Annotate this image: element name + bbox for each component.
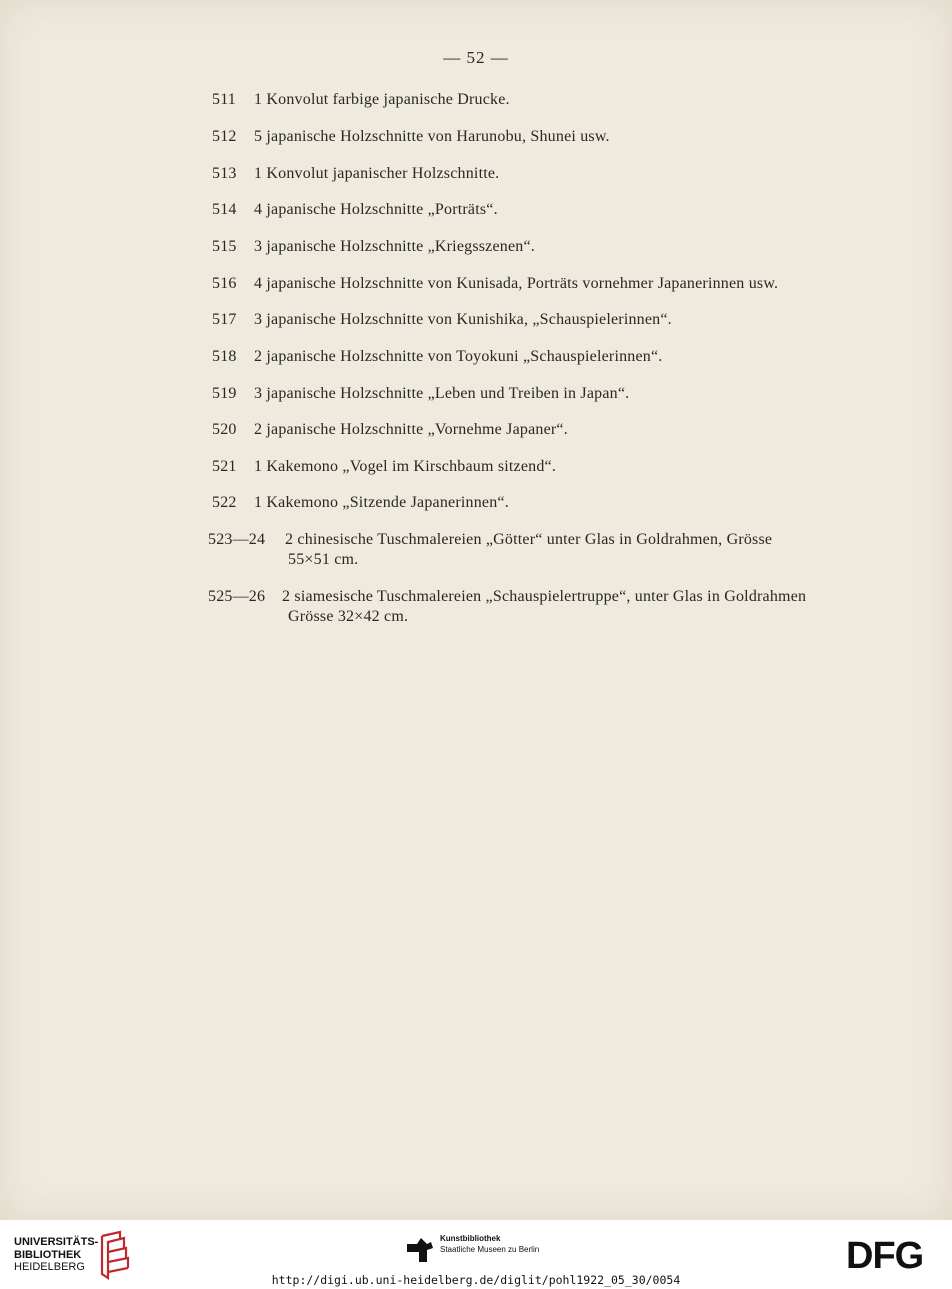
entry-number: 521 xyxy=(212,458,237,475)
kb-name-line2: Staatliche Museen zu Berlin xyxy=(440,1245,540,1254)
permalink-url[interactable]: http://digi.ub.uni-heidelberg.de/diglit/pohl1922_05_30/0054 xyxy=(271,1273,681,1287)
entry-number: 525—26 xyxy=(208,588,266,605)
entry-text: 4 japanische Holzschnitte von Kunisada, Porträts vornehmer Japanerinnen usw. xyxy=(254,275,779,292)
entry-number: 515 xyxy=(212,238,237,255)
library-name-line2: BIBLIOTHEK xyxy=(14,1248,82,1261)
entry-number: 517 xyxy=(212,311,237,328)
entry-number: 523—24 xyxy=(208,531,266,548)
entry-text: 2 siamesische Tuschmalereien „Schauspielertruppe“, unter Glas in Goldrahmen xyxy=(282,588,807,605)
entry-number: 513 xyxy=(212,165,237,182)
dfg-logo-icon[interactable] xyxy=(846,1234,940,1274)
entry-text: 1 Konvolut farbige japanische Drucke. xyxy=(254,91,510,108)
entry-number: 520 xyxy=(212,421,237,438)
entry-number: 511 xyxy=(212,91,237,108)
entry-number: 518 xyxy=(212,348,237,365)
kb-name-line1: Kunstbibliothek xyxy=(440,1234,501,1243)
entry-text: 2 japanische Holzschnitte von Toyokuni „Schauspielerinnen“. xyxy=(254,348,663,365)
entry-text-continuation: Grösse 32×42 cm. xyxy=(288,608,409,625)
kunstbibliothek-name xyxy=(440,1233,539,1255)
entry-text: 1 Kakemono „Sitzende Japanerinnen“. xyxy=(254,494,509,511)
library-name-line1: UNIVERSITÄTS- xyxy=(14,1236,99,1248)
dfg-logo-text: DFG xyxy=(846,1235,924,1274)
entry-number: 519 xyxy=(212,385,237,402)
page-number: — 52 — xyxy=(443,48,509,67)
entry-text: 2 japanische Holzschnitte „Vornehme Japaner“. xyxy=(254,421,568,438)
viewer-footer xyxy=(0,1220,952,1289)
kunstbibliothek-logo-icon[interactable] xyxy=(405,1234,435,1264)
entry-text: 5 japanische Holzschnitte von Harunobu, Shunei usw. xyxy=(254,128,610,145)
entry-text: 3 japanische Holzschnitte „Kriegsszenen“. xyxy=(254,238,535,255)
entry-number: 514 xyxy=(212,201,237,218)
entry-number: 522 xyxy=(212,494,237,511)
library-name[interactable] xyxy=(14,1236,98,1274)
entry-text: 2 chinesische Tuschmalereien „Götter“ unter Glas in Goldrahmen, Grösse xyxy=(285,531,773,548)
entry-text: 1 Kakemono „Vogel im Kirschbaum sitzend“. xyxy=(254,458,557,475)
entry-text: 1 Konvolut japanischer Holzschnitte. xyxy=(254,165,500,182)
entry-number: 516 xyxy=(212,275,237,292)
entry-text-continuation: 55×51 cm. xyxy=(288,551,359,568)
entry-text: 4 japanische Holzschnitte „Porträts“. xyxy=(254,201,498,218)
entry-text: 3 japanische Holzschnitte von Kunishika, „Schauspielerinnen“. xyxy=(254,311,672,328)
entry-number: 512 xyxy=(212,128,237,145)
entry-text: 3 japanische Holzschnitte „Leben und Treiben in Japan“. xyxy=(254,385,630,402)
library-name-line3: HEIDELBERG xyxy=(14,1261,85,1273)
